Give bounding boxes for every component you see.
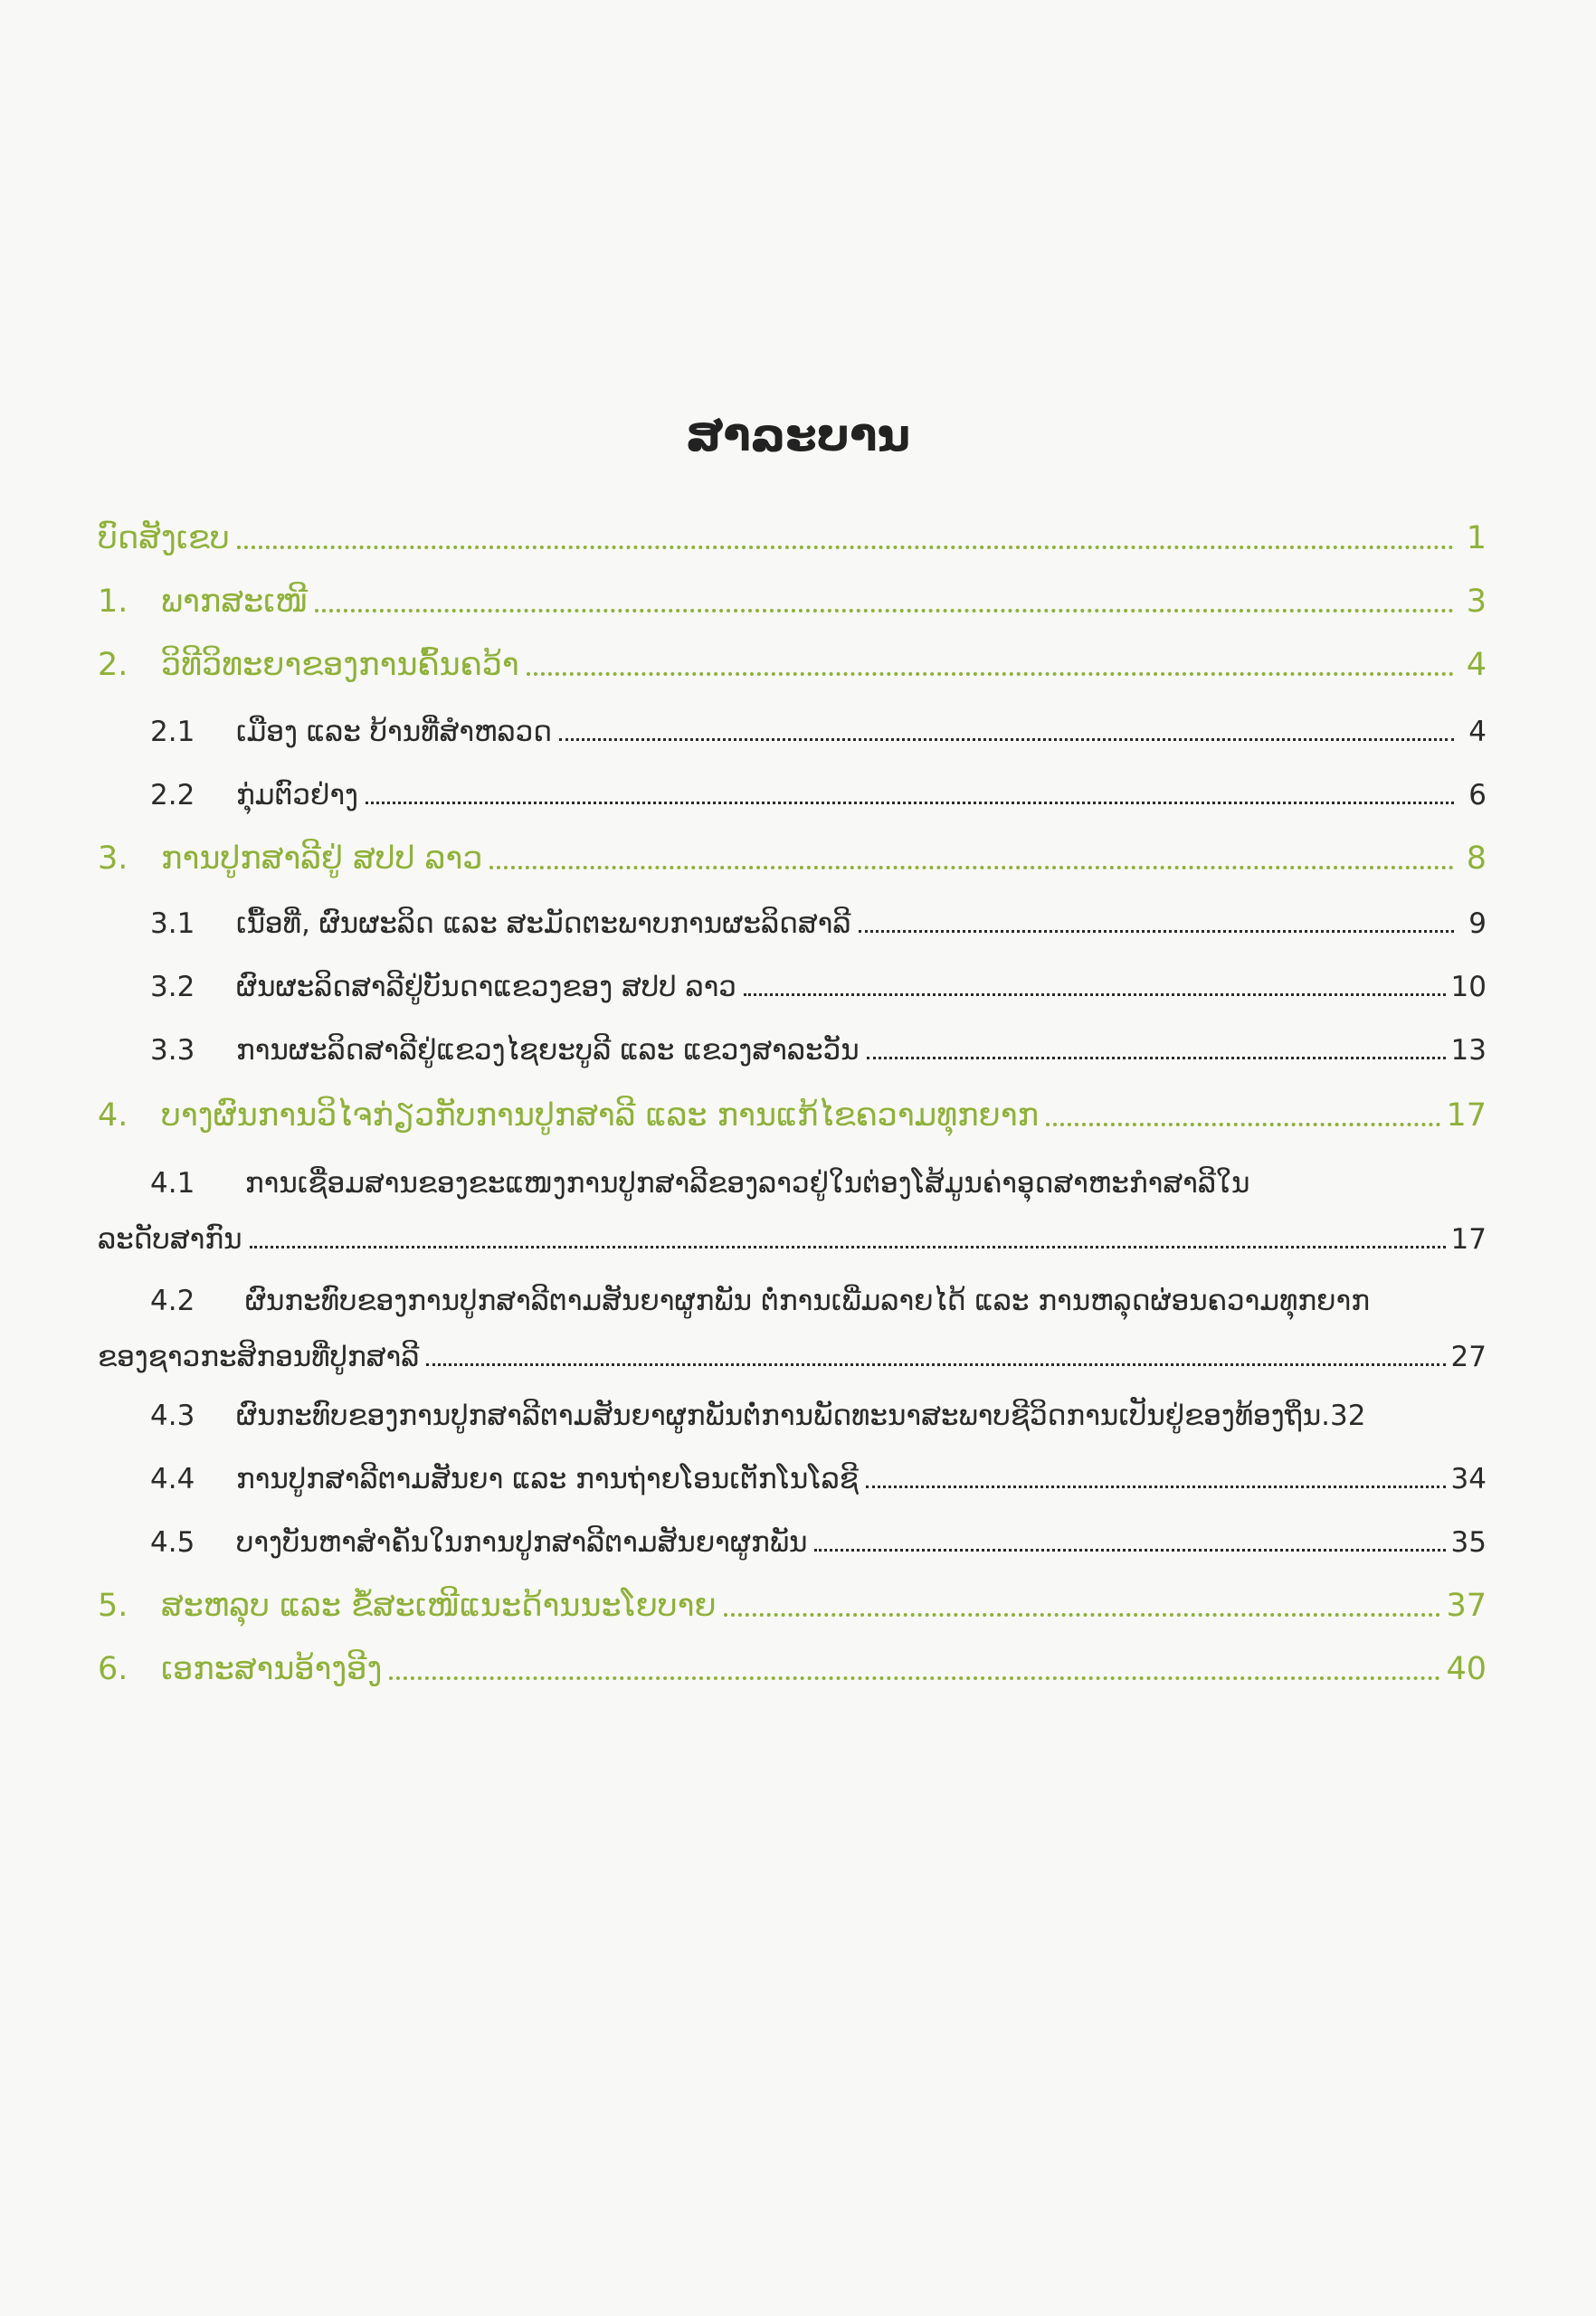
toc-entry-number: 2.: [98, 647, 128, 683]
toc-entry[interactable]: [98, 840, 1487, 877]
toc-entry-page: 37: [1446, 1588, 1487, 1624]
toc-entry[interactable]: [98, 584, 1487, 620]
toc-entry-number: 3.: [98, 840, 128, 877]
dot-leader: [867, 1057, 1446, 1059]
toc-entry-number: 3.3: [150, 1034, 195, 1067]
toc-entry-page: 34: [1450, 1463, 1487, 1495]
toc-entry-title: ການປູກສາລີຢູ່ ສປປ ລາວ: [161, 840, 483, 877]
dot-leader: [315, 609, 1454, 612]
dot-leader: [1046, 1123, 1440, 1126]
toc-entry-title: ບາງຜົນການວິໄຈກ່ຽວກັບການປູກສາລີ ແລະ ການແກ້ໄຂຄວາມທຸກຍາກ: [161, 1097, 1040, 1134]
toc-entry-number: 4.3: [150, 1400, 195, 1432]
dot-leader: [744, 993, 1446, 996]
toc-entry-page: 8: [1466, 840, 1487, 877]
toc-entry-page: 17: [1446, 1097, 1487, 1134]
toc-subentry[interactable]: [98, 1285, 1487, 1373]
toc-entry-title: ການຜະລິດສາລີຢູ່ແຂວງໄຊຍະບູລີ ແລະ ແຂວງສາລະວັນ: [236, 1034, 860, 1067]
toc-entry[interactable]: [98, 647, 1487, 683]
toc-entry-page: 10: [1450, 971, 1487, 1003]
toc-entry-title: ວິທີວິທະຍາຂອງການຄົ້ນຄວ້າ: [161, 647, 519, 683]
dot-leader: [489, 866, 1454, 869]
toc-entry-number: 2.1: [150, 716, 195, 748]
toc-entry-title: ສະຫລຸບ ແລະ ຂໍ້ສະເໜີແນະດ້ານນະໂຍບາຍ: [161, 1588, 717, 1624]
dot-leader: [859, 930, 1454, 933]
toc-entry-title: ເນື້ອທີ່, ຜົນຜະລິດ ແລະ ສະມັດຕະພາບການຜະລິດສາລີ: [236, 907, 851, 940]
toc-entry-page: 35: [1450, 1526, 1487, 1559]
toc-subentry[interactable]: [98, 1400, 1487, 1432]
toc-entry-title: ເອກະສານອ້າງອີງ: [161, 1651, 383, 1687]
dot-leader: [366, 802, 1454, 804]
toc-entry-number: 3.2: [150, 971, 195, 1003]
toc-entry-title: ກຸ່ມຕົວຢ່າງ: [236, 779, 359, 812]
toc-entry-title: ການເຊື່ອມສານຂອງຂະແໜງການປູກສາລີຂອງລາວຢູ່ໃນຕ່ອງໂສ້ມູນຄ່າອຸດສາຫະກໍາສາລີໃນ: [244, 1167, 1250, 1200]
toc-entry-title: ຜົນຜະລິດສາລີຢູ່ບັນດາແຂວງຂອງ ສປປ ລາວ: [236, 971, 736, 1003]
toc-entry-title-continued: ຂອງຊາວກະສິກອນທີ່ປູກສາລີ: [98, 1341, 420, 1373]
toc-entry-page: 13: [1450, 1034, 1487, 1067]
toc-entry[interactable]: [98, 1651, 1487, 1687]
toc-entry-page: 4: [1466, 647, 1487, 683]
toc-subentry[interactable]: [98, 1167, 1487, 1256]
toc-subentry[interactable]: [98, 1463, 1487, 1495]
toc-entry-number: 4.2: [150, 1285, 195, 1317]
toc-entry-title: ພາກສະເໜີ: [161, 584, 309, 620]
toc-entry-page: 4: [1468, 716, 1487, 748]
toc-entry-number: 3.1: [150, 907, 195, 940]
dot-leader: [559, 738, 1454, 741]
toc-subentry[interactable]: [98, 971, 1487, 1003]
dot-leader: [866, 1485, 1446, 1488]
toc-entry-page: 1: [1466, 520, 1487, 556]
toc-entry-title-continued: ລະດັບສາກົນ: [98, 1223, 242, 1256]
toc-entry-title: ການປູກສາລີຕາມສັນຍາ ແລະ ການຖ່າຍໂອນເຕັກໂນໂລຊີ: [236, 1463, 859, 1495]
toc-entry-page: 32: [1330, 1400, 1366, 1432]
toc-entry-page: 6: [1468, 779, 1487, 812]
toc-subentry[interactable]: [98, 779, 1487, 812]
toc-entry-page: 40: [1446, 1651, 1487, 1687]
toc-entry-number: 4.4: [150, 1463, 195, 1495]
toc-subentry[interactable]: [98, 716, 1487, 748]
dot-leader: [426, 1363, 1445, 1366]
toc-entry[interactable]: [98, 1097, 1487, 1134]
dot-leader: [527, 672, 1454, 676]
page-title: ສາລະບານ: [685, 409, 911, 461]
toc-entry-page: 17: [1450, 1223, 1487, 1256]
toc-entry-number: 4.1: [150, 1167, 195, 1200]
toc-subentry[interactable]: [98, 1034, 1487, 1067]
toc-entry-number: 1.: [98, 584, 128, 620]
toc-subentry[interactable]: [98, 907, 1487, 940]
toc-entry[interactable]: [98, 520, 1487, 556]
toc-entry-title: ບາງບັນຫາສໍາຄັນໃນການປູກສາລີຕາມສັນຍາຜູກພັນ: [236, 1526, 808, 1559]
dot-leader: [724, 1613, 1441, 1617]
toc-entry-number: 5.: [98, 1588, 128, 1624]
toc-entry-number: 4.5: [150, 1526, 195, 1559]
toc-entry-title: ບົດສັງເຂບ: [98, 520, 230, 556]
dot-leader: [250, 1246, 1446, 1248]
toc-entry-title: ເມືອງ ແລະ ບ້ານທີ່ສໍາຫລວດ: [236, 716, 552, 748]
toc-entry-number: 4.: [98, 1097, 128, 1134]
toc-entry-number: 2.2: [150, 779, 195, 812]
toc-entry-page: 27: [1450, 1341, 1487, 1373]
dot-leader: [389, 1676, 1440, 1680]
toc-subentry[interactable]: [98, 1526, 1487, 1559]
toc-entry[interactable]: [98, 1588, 1487, 1624]
dot-leader: [814, 1549, 1445, 1552]
toc-entry-number: 6.: [98, 1651, 128, 1687]
dot-leader: [237, 546, 1454, 549]
toc-entry-page: 9: [1468, 907, 1487, 940]
toc-entry-title: ຜົນກະທົບຂອງການປູກສາລີຕາມສັນຍາຜູກພັນຕໍ່ການພັດທະນາສະພາບຊີວິດການເປັນຢູ່ຂອງທ້ອງຖິ່ນ.: [236, 1400, 1330, 1432]
toc-entry-page: 3: [1466, 584, 1487, 620]
toc-entry-title: ຜົນກະທົບຂອງການປູກສາລີຕາມສັນຍາຜູກພັນ ຕໍ່ການເພີ່ມລາຍໄດ້ ແລະ ການຫລຸດຜ່ອນຄວາມທຸກຍາກ: [244, 1285, 1370, 1317]
